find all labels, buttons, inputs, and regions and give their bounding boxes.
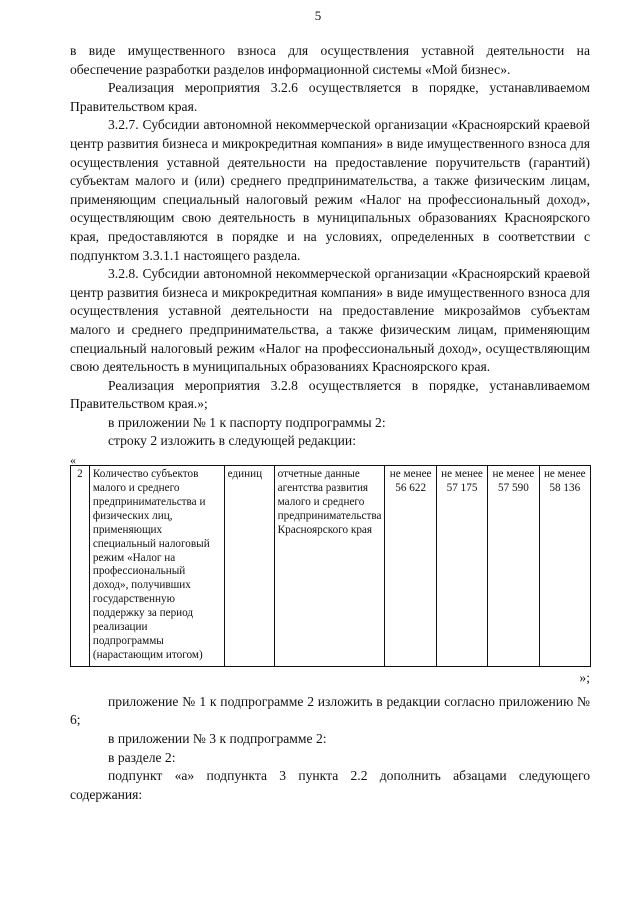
paragraph: в разделе 2: <box>108 749 176 765</box>
value-cell: не менее 58 136 <box>539 466 590 667</box>
paragraph: Реализация мероприятия 3.2.8 осуществляется в порядке, устанавливаемом Правительством края.»; <box>70 377 590 412</box>
paragraph: 3.2.8. Субсидии автономной некоммерческой организации «Красноярский краевой центр развития бизнеса и микрокредитная компания» в виде имущественного взноса для осуществления уставной деятельности на предоставление микрозаймов субъектам малого и среднего предпринимательства, а также физическим лицам, применяющим специальный налоговый режим «Налог на профессиональный доход», осуществляющим свою деятельность в муниципальных образованиях Красноярского края. <box>70 266 590 375</box>
value-cell: не менее 56 622 <box>385 466 436 667</box>
paragraph: приложение № 1 к подпрограмме 2 изложить в редакции согласно приложению № 6; <box>70 693 590 728</box>
unit-cell: единиц <box>224 466 274 667</box>
paragraph: в приложении № 1 к паспорту подпрограммы 2: <box>108 414 386 430</box>
source-cell: отчетные данные агентства развития малого и среднего предпринимательства Красноярского края <box>274 466 385 667</box>
document-body <box>70 42 590 804</box>
paragraph: подпункт «а» подпункта 3 пункта 2.2 дополнить абзацами следующего содержания: <box>70 768 590 802</box>
row-number-cell: 2 <box>71 466 90 667</box>
value-cell: не менее 57 175 <box>436 466 487 667</box>
close-quote: »; <box>579 669 590 685</box>
paragraph: в виде имущественного взноса для осуществления уставной деятельности на обеспечение разработки разделов информационной системы «Мой бизнес». <box>70 43 590 77</box>
paragraph: строку 2 изложить в следующей редакции: <box>108 433 356 449</box>
paragraph: в приложении № 3 к подпрограмме 2: <box>108 730 327 746</box>
open-quote: « <box>70 453 76 468</box>
value-cell: не менее 57 590 <box>488 466 539 667</box>
indicator-table <box>70 465 591 667</box>
paragraph: Реализация мероприятия 3.2.6 осуществляется в порядке, устанавливаемом Правительством края. <box>70 80 590 114</box>
indicator-name-cell: Количество субъектов малого и среднего предпринимательства и физических лиц, применяющих специальный налоговый режим «Налог на профессиональный доход», получивших государственную поддержку за период реализации подпрограммы (нарастающим итогом) <box>89 466 224 667</box>
page-number: 5 <box>314 8 322 23</box>
paragraph: 3.2.7. Субсидии автономной некоммерческой организации «Красноярский краевой центр развития бизнеса и микрокредитная компания» в виде имущественного взноса для осуществления уставной деятельности на предоставление поручительств (гарантий) субъектам малого и (или) среднего предпринимательства, а также физическим лицам, применяющим специальный налоговый режим «Налог на профессиональный доход», осуществляющим свою деятельность в муниципальных образованиях Красноярского края, предоставляются в порядке и на условиях, определенных в соответствии с подпунктом 3.3.1.1 настоящего раздела. <box>70 117 590 263</box>
table-row <box>71 466 591 667</box>
